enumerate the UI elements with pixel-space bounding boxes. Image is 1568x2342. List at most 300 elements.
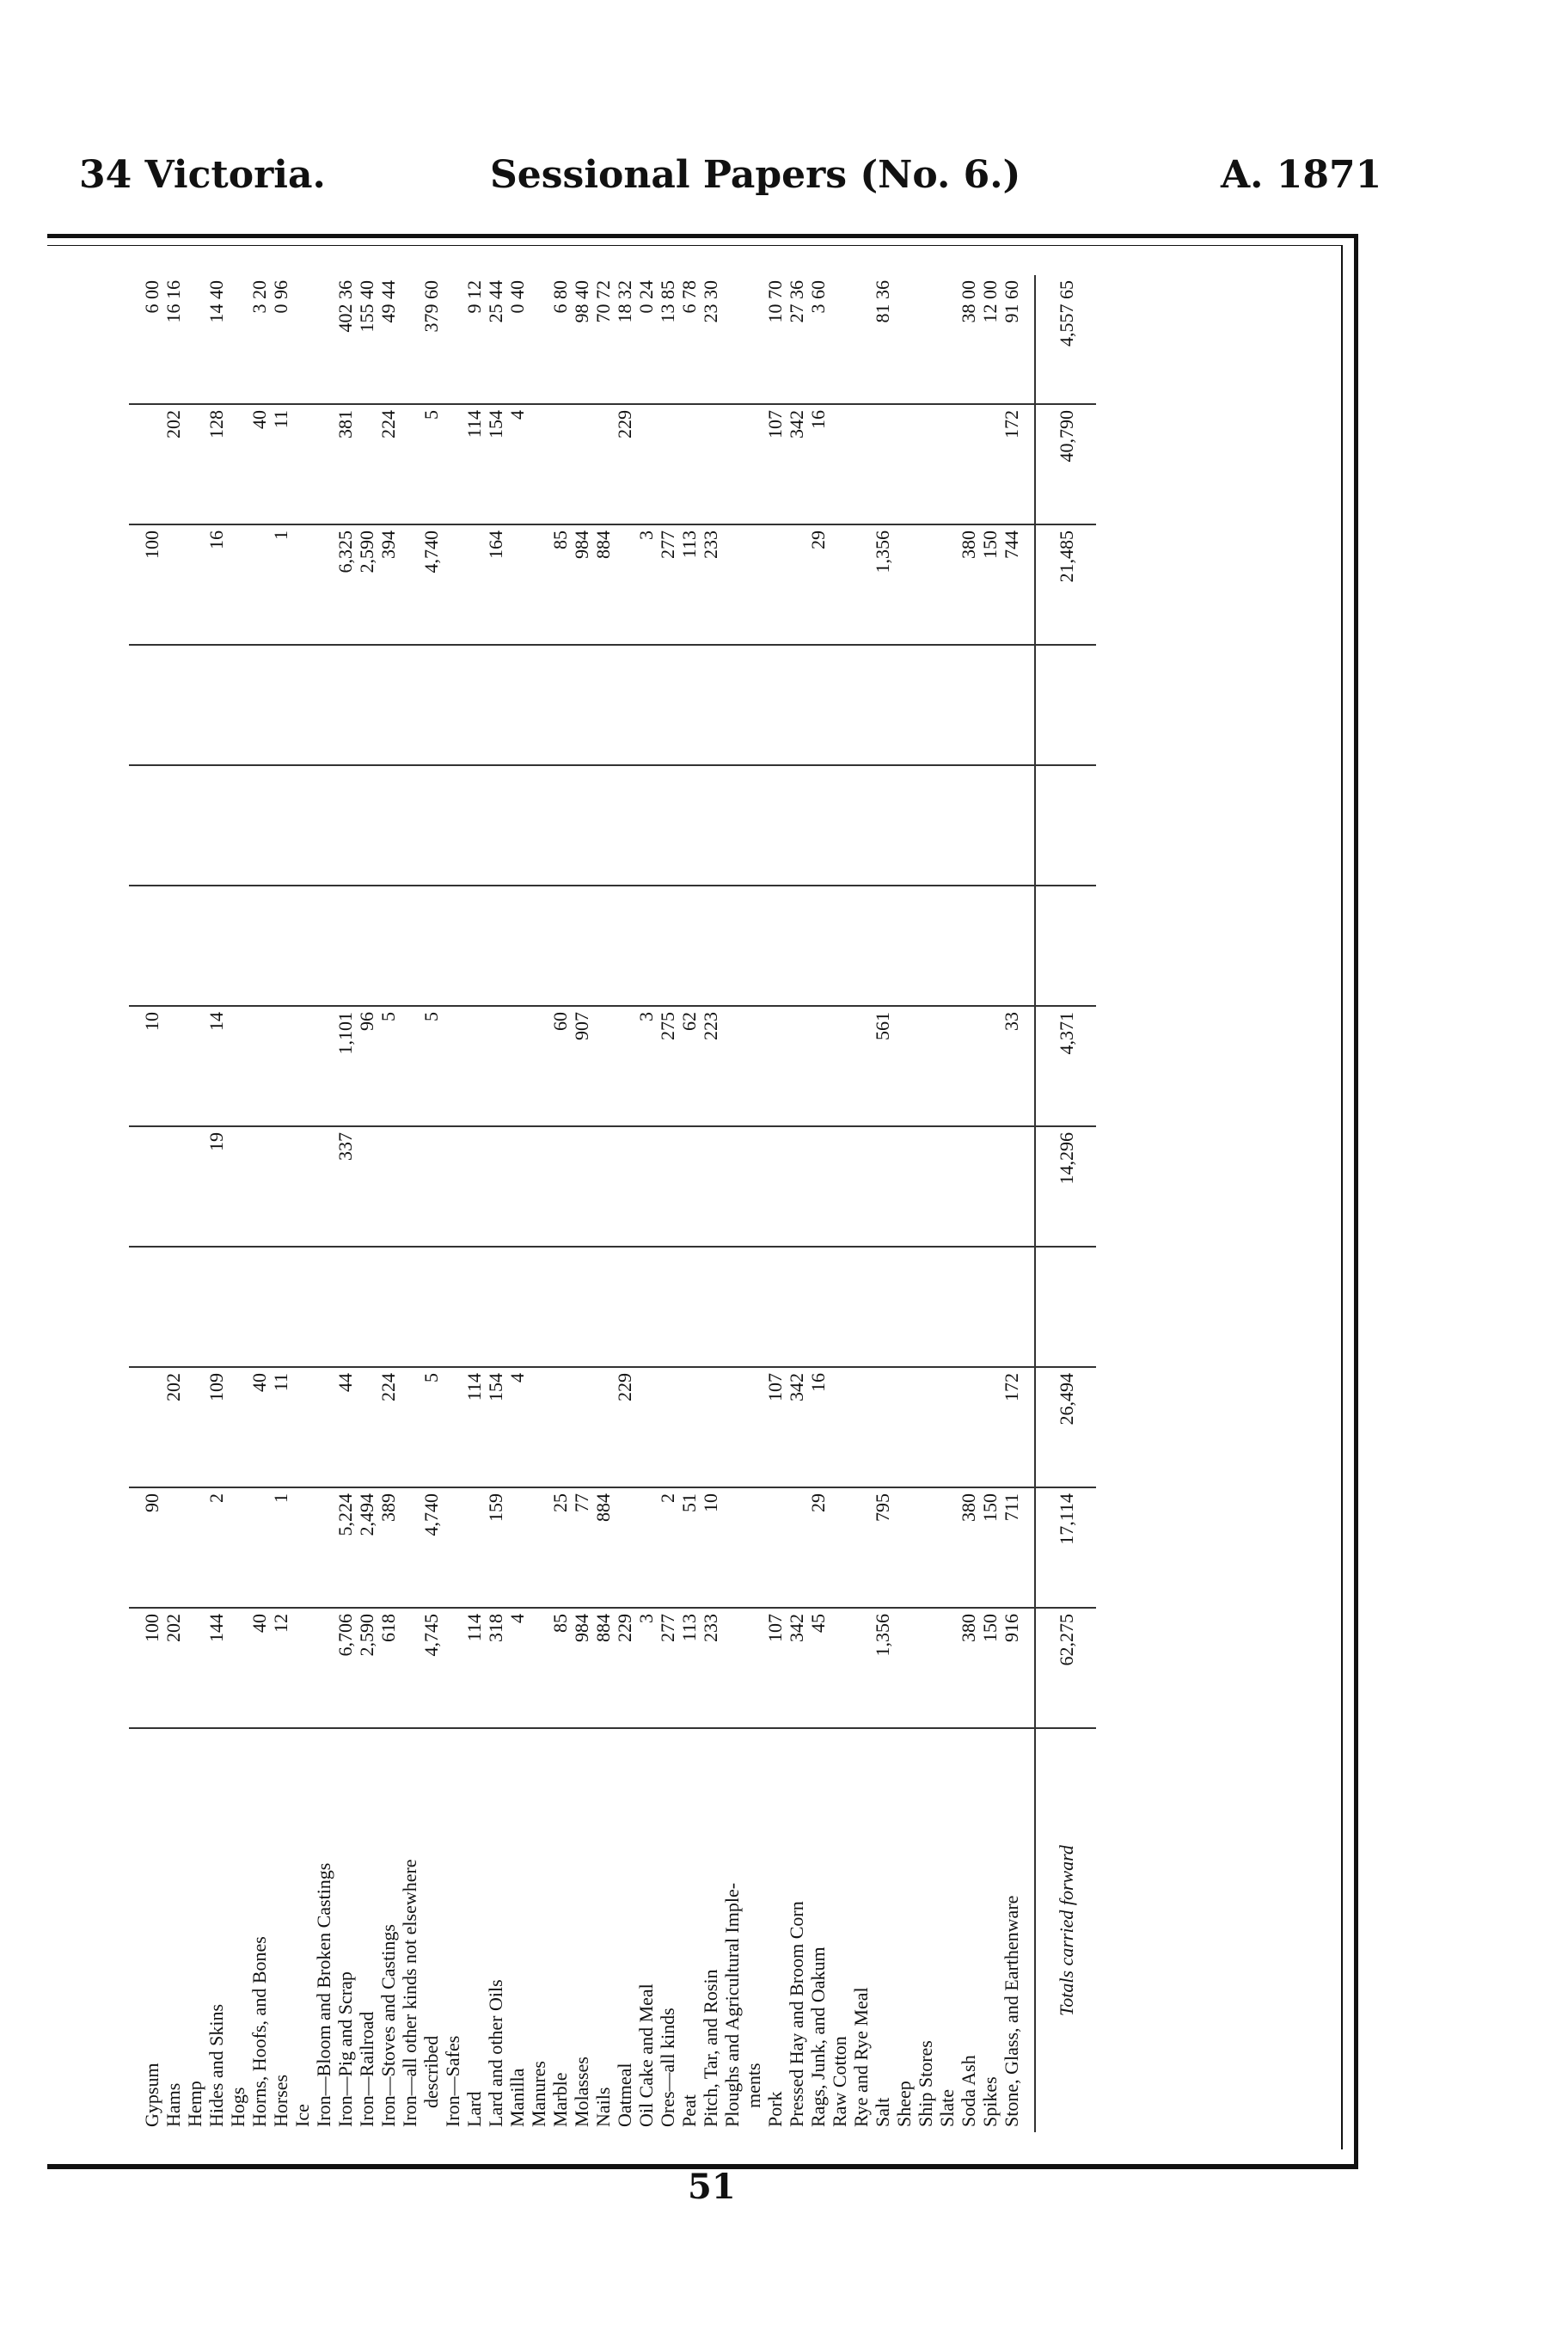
value-cell — [162, 765, 184, 886]
value-cell — [356, 645, 377, 765]
value-cell — [872, 1247, 893, 1367]
value-cell — [678, 1247, 700, 1367]
value-cell — [162, 1006, 184, 1126]
table-row — [334, 275, 356, 2132]
value-cell — [721, 1608, 743, 1728]
value-cell — [141, 645, 162, 765]
value-cell: 70 72 — [592, 275, 614, 404]
value-cell: 3 60 — [807, 275, 829, 404]
value-cell — [184, 1247, 205, 1367]
value-cell: 40 — [248, 404, 270, 524]
value-cell — [313, 404, 334, 524]
row-label-cell — [420, 1728, 442, 2132]
value-cell — [872, 404, 893, 524]
total-value-cell: 14,296 — [1035, 1126, 1096, 1247]
row-label: Pitch, Tar, and Rosin — [700, 1965, 721, 2127]
value-cell — [184, 524, 205, 645]
value-cell: 0 24 — [635, 275, 657, 404]
value-cell — [915, 524, 936, 645]
total-value-cell: 17,114 — [1035, 1487, 1096, 1608]
spacer-cell — [1022, 645, 1035, 765]
value-cell — [592, 1126, 614, 1247]
value-cell: 85 — [549, 524, 571, 645]
value-cell — [184, 1367, 205, 1487]
value-cell — [893, 1247, 915, 1367]
value-cell — [463, 645, 485, 765]
value-cell — [485, 1247, 506, 1367]
total-value-cell: 26,494 — [1035, 1367, 1096, 1487]
spacer-cell — [129, 1126, 141, 1247]
value-cell — [700, 886, 721, 1006]
value-cell — [291, 1367, 313, 1487]
row-label: Rags, Junk, and Oakum — [807, 1943, 829, 2127]
row-label: Lard and other Oils — [485, 1976, 506, 2127]
spacer-cell — [129, 1487, 141, 1608]
value-cell — [442, 404, 463, 524]
value-cell — [291, 404, 313, 524]
value-cell — [678, 1367, 700, 1487]
table-row — [291, 275, 313, 2132]
value-cell — [1001, 765, 1022, 886]
spacer-cell — [129, 1006, 141, 1126]
value-cell — [614, 1006, 635, 1126]
value-cell: 60 — [549, 1006, 571, 1126]
row-label-cell — [807, 1728, 829, 2132]
value-cell: 11 — [270, 404, 291, 524]
value-cell — [528, 1247, 549, 1367]
value-cell — [528, 645, 549, 765]
value-cell: 10 — [700, 1487, 721, 1608]
value-cell: 618 — [377, 1608, 399, 1728]
value-cell — [829, 1126, 850, 1247]
value-cell — [227, 1006, 248, 1126]
ledger-body — [129, 275, 1096, 2132]
value-cell — [420, 645, 442, 765]
table-row — [915, 275, 936, 2132]
table-row — [829, 275, 850, 2132]
value-cell: 379 60 — [420, 275, 442, 404]
value-cell: 10 — [141, 1006, 162, 1126]
value-cell — [227, 1367, 248, 1487]
value-cell — [893, 1126, 915, 1247]
value-cell — [184, 645, 205, 765]
value-cell — [936, 1006, 958, 1126]
value-cell — [270, 765, 291, 886]
total-value-cell — [1035, 645, 1096, 765]
value-cell: 3 — [635, 524, 657, 645]
value-cell — [442, 275, 463, 404]
value-cell — [915, 1006, 936, 1126]
value-cell — [850, 1006, 872, 1126]
table-row — [614, 275, 635, 2132]
table-row — [356, 275, 377, 2132]
row-label: Stone, Glass, and Earthenware — [1001, 1892, 1022, 2127]
value-cell — [979, 1367, 1001, 1487]
value-cell: 5 — [420, 1006, 442, 1126]
table-row — [700, 275, 721, 2132]
value-cell: 81 36 — [872, 275, 893, 404]
value-cell — [528, 1006, 549, 1126]
value-cell — [442, 1126, 463, 1247]
value-cell — [463, 1487, 485, 1608]
value-cell — [807, 645, 829, 765]
value-cell — [377, 886, 399, 1006]
value-cell — [657, 886, 678, 1006]
value-cell: 9 12 — [463, 275, 485, 404]
row-label: Hogs — [227, 2084, 248, 2127]
value-cell — [571, 404, 592, 524]
value-cell: 1,101 — [334, 1006, 356, 1126]
value-cell — [764, 1247, 786, 1367]
row-label-cell — [829, 1728, 850, 2132]
value-cell: 150 — [979, 524, 1001, 645]
value-cell: 1 — [270, 524, 291, 645]
value-cell: 277 — [657, 524, 678, 645]
value-cell — [184, 886, 205, 1006]
value-cell: 381 — [334, 404, 356, 524]
row-label-cell — [291, 1728, 313, 2132]
value-cell: 29 — [807, 1487, 829, 1608]
row-label: ments — [743, 2059, 764, 2127]
value-cell — [356, 886, 377, 1006]
value-cell — [549, 1247, 571, 1367]
spacer-cell — [1022, 1728, 1035, 2132]
value-cell: 114 — [463, 1608, 485, 1728]
row-label-cell — [850, 1728, 872, 2132]
row-label-cell — [721, 1728, 743, 2132]
value-cell: 19 — [205, 1126, 227, 1247]
row-label: Hides and Skins — [205, 2001, 227, 2127]
value-cell — [528, 1367, 549, 1487]
total-value-cell: 40,790 — [1035, 404, 1096, 524]
value-cell — [850, 1608, 872, 1728]
value-cell — [700, 765, 721, 886]
value-cell — [700, 404, 721, 524]
value-cell — [184, 1006, 205, 1126]
value-cell — [291, 1608, 313, 1728]
table-row — [463, 275, 485, 2132]
value-cell — [829, 275, 850, 404]
value-cell — [893, 524, 915, 645]
row-label-cell — [356, 1728, 377, 2132]
value-cell — [592, 886, 614, 1006]
value-cell — [764, 765, 786, 886]
value-cell — [399, 1487, 420, 1608]
value-cell — [721, 1006, 743, 1126]
value-cell — [721, 886, 743, 1006]
value-cell: 3 — [635, 1608, 657, 1728]
row-label-cell — [442, 1728, 463, 2132]
value-cell — [227, 886, 248, 1006]
row-label: Rye and Rye Meal — [850, 1983, 872, 2127]
value-cell — [936, 765, 958, 886]
row-label: Iron—Pig and Scrap — [334, 1968, 356, 2127]
row-label-cell — [786, 1728, 807, 2132]
value-cell — [764, 1006, 786, 1126]
value-cell: 5 — [377, 1006, 399, 1126]
value-cell — [463, 1006, 485, 1126]
value-cell — [184, 765, 205, 886]
value-cell: 107 — [764, 1608, 786, 1728]
value-cell — [248, 1126, 270, 1247]
value-cell: 13 85 — [657, 275, 678, 404]
value-cell — [442, 645, 463, 765]
value-cell: 380 — [958, 1487, 979, 1608]
value-cell: 98 40 — [571, 275, 592, 404]
row-label-cell — [592, 1728, 614, 2132]
value-cell: 342 — [786, 404, 807, 524]
value-cell: 33 — [1001, 1006, 1022, 1126]
value-cell: 884 — [592, 524, 614, 645]
value-cell: 4,740 — [420, 1487, 442, 1608]
value-cell — [270, 1006, 291, 1126]
value-cell — [915, 275, 936, 404]
value-cell — [979, 765, 1001, 886]
value-cell — [743, 275, 764, 404]
value-cell — [377, 765, 399, 886]
value-cell — [700, 1126, 721, 1247]
value-cell — [270, 886, 291, 1006]
row-label-cell — [485, 1728, 506, 2132]
value-cell: 155 40 — [356, 275, 377, 404]
value-cell — [872, 886, 893, 1006]
spacer-cell — [1022, 1608, 1035, 1728]
table-row — [420, 275, 442, 2132]
value-cell — [162, 1126, 184, 1247]
total-value-cell — [1035, 1247, 1096, 1367]
value-cell — [915, 1608, 936, 1728]
value-cell — [334, 1247, 356, 1367]
value-cell — [936, 1126, 958, 1247]
value-cell — [829, 524, 850, 645]
spacer-cell — [129, 404, 141, 524]
value-cell — [291, 1126, 313, 1247]
value-cell — [786, 1487, 807, 1608]
spacer-cell — [1022, 1006, 1035, 1126]
value-cell — [850, 886, 872, 1006]
value-cell — [635, 404, 657, 524]
value-cell — [915, 1367, 936, 1487]
value-cell: 100 — [141, 1608, 162, 1728]
row-label: Ice — [291, 2100, 313, 2127]
row-label-cell — [463, 1728, 485, 2132]
value-cell — [270, 1247, 291, 1367]
value-cell: 4 — [506, 404, 528, 524]
totals-label: Totals carried forward — [1035, 1728, 1096, 2132]
table-row — [377, 275, 399, 2132]
value-cell — [635, 1247, 657, 1367]
value-cell — [227, 404, 248, 524]
value-cell — [184, 1487, 205, 1608]
value-cell — [291, 1487, 313, 1608]
value-cell: 233 — [700, 524, 721, 645]
value-cell — [807, 765, 829, 886]
value-cell — [162, 1247, 184, 1367]
value-cell: 380 — [958, 1608, 979, 1728]
spacer-cell — [1022, 275, 1035, 404]
value-cell — [893, 1006, 915, 1126]
spacer-cell — [1022, 1247, 1035, 1367]
value-cell — [764, 1487, 786, 1608]
value-cell — [377, 645, 399, 765]
value-cell — [592, 645, 614, 765]
table-row — [893, 275, 915, 2132]
value-cell — [829, 1367, 850, 1487]
value-cell: 2,494 — [356, 1487, 377, 1608]
value-cell: 5,224 — [334, 1487, 356, 1608]
spacer-cell — [129, 645, 141, 765]
row-label-cell — [635, 1728, 657, 2132]
value-cell: 0 40 — [506, 275, 528, 404]
value-cell — [313, 275, 334, 404]
value-cell — [721, 524, 743, 645]
spacer-cell — [129, 1728, 141, 2132]
value-cell: 16 16 — [162, 275, 184, 404]
value-cell — [979, 404, 1001, 524]
value-cell — [979, 886, 1001, 1006]
value-cell: 224 — [377, 404, 399, 524]
value-cell — [850, 524, 872, 645]
value-cell — [700, 645, 721, 765]
value-cell — [399, 1126, 420, 1247]
value-cell: 318 — [485, 1608, 506, 1728]
value-cell — [463, 765, 485, 886]
value-cell — [399, 1247, 420, 1367]
value-cell — [571, 1367, 592, 1487]
row-label: Horses — [270, 2071, 291, 2127]
value-cell — [313, 1126, 334, 1247]
value-cell — [356, 404, 377, 524]
row-label: Iron—all other kinds not elsewhere — [399, 1855, 420, 2127]
row-label-cell — [743, 1728, 764, 2132]
value-cell: 25 — [549, 1487, 571, 1608]
value-cell — [915, 765, 936, 886]
value-cell — [184, 404, 205, 524]
value-cell — [936, 645, 958, 765]
value-cell — [313, 765, 334, 886]
row-label: Ship Stores — [915, 2037, 936, 2127]
value-cell — [1001, 645, 1022, 765]
row-label: Pressed Hay and Broom Corn — [786, 1898, 807, 2127]
row-label: Oatmeal — [614, 2059, 635, 2127]
value-cell — [614, 645, 635, 765]
value-cell — [399, 1608, 420, 1728]
value-cell — [764, 645, 786, 765]
value-cell — [141, 1247, 162, 1367]
row-label: Ores—all kinds — [657, 2004, 678, 2127]
value-cell: 107 — [764, 1367, 786, 1487]
value-cell — [915, 1126, 936, 1247]
value-cell — [743, 645, 764, 765]
value-cell — [248, 524, 270, 645]
value-cell — [936, 1367, 958, 1487]
table-row — [184, 275, 205, 2132]
row-label-cell — [657, 1728, 678, 2132]
value-cell: 4 — [506, 1608, 528, 1728]
value-cell — [893, 1367, 915, 1487]
row-label-cell — [506, 1728, 528, 2132]
row-label-cell — [399, 1728, 420, 2132]
value-cell — [356, 1247, 377, 1367]
value-cell — [829, 645, 850, 765]
value-cell: 23 30 — [700, 275, 721, 404]
value-cell — [635, 645, 657, 765]
value-cell — [571, 765, 592, 886]
value-cell — [313, 1487, 334, 1608]
value-cell — [850, 275, 872, 404]
total-value-cell: 4,557 65 — [1035, 275, 1096, 404]
row-label-cell — [764, 1728, 786, 2132]
value-cell — [248, 1487, 270, 1608]
table-row — [657, 275, 678, 2132]
value-cell — [678, 886, 700, 1006]
value-cell — [786, 765, 807, 886]
value-cell — [893, 1608, 915, 1728]
value-cell: 114 — [463, 404, 485, 524]
value-cell — [313, 645, 334, 765]
value-cell — [528, 1487, 549, 1608]
value-cell — [313, 1006, 334, 1126]
value-cell — [248, 1006, 270, 1126]
value-cell: 38 00 — [958, 275, 979, 404]
row-label-cell — [893, 1728, 915, 2132]
value-cell: 223 — [700, 1006, 721, 1126]
table-row — [571, 275, 592, 2132]
row-label-cell — [872, 1728, 893, 2132]
value-cell — [850, 765, 872, 886]
row-label: Iron—Safes — [442, 2032, 463, 2127]
value-cell — [829, 1487, 850, 1608]
table-row — [270, 275, 291, 2132]
value-cell — [850, 1487, 872, 1608]
table-row — [506, 275, 528, 2132]
value-cell: 164 — [485, 524, 506, 645]
value-cell — [506, 886, 528, 1006]
value-cell — [958, 1006, 979, 1126]
value-cell — [313, 1247, 334, 1367]
value-cell: 14 40 — [205, 275, 227, 404]
value-cell — [979, 645, 1001, 765]
value-cell — [721, 404, 743, 524]
row-label: Iron—Stoves and Castings — [377, 1921, 399, 2127]
row-label: Hams — [162, 2080, 184, 2127]
value-cell — [313, 1367, 334, 1487]
value-cell — [485, 1126, 506, 1247]
value-cell — [377, 1247, 399, 1367]
value-cell — [399, 524, 420, 645]
value-cell: 2 — [657, 1487, 678, 1608]
running-header-title: Sessional Papers (No. 6.) — [490, 153, 1021, 197]
value-cell — [743, 404, 764, 524]
spacer-row — [1022, 275, 1035, 2132]
value-cell — [356, 1367, 377, 1487]
value-cell: 6 80 — [549, 275, 571, 404]
row-label-cell — [958, 1728, 979, 2132]
value-cell — [334, 886, 356, 1006]
value-cell — [528, 1126, 549, 1247]
value-cell — [678, 645, 700, 765]
value-cell: 107 — [764, 404, 786, 524]
value-cell: 6,706 — [334, 1608, 356, 1728]
value-cell: 916 — [1001, 1608, 1022, 1728]
value-cell — [549, 886, 571, 1006]
value-cell: 394 — [377, 524, 399, 645]
value-cell — [958, 404, 979, 524]
value-cell — [721, 1367, 743, 1487]
value-cell: 202 — [162, 404, 184, 524]
value-cell — [549, 765, 571, 886]
row-label-cell — [248, 1728, 270, 2132]
